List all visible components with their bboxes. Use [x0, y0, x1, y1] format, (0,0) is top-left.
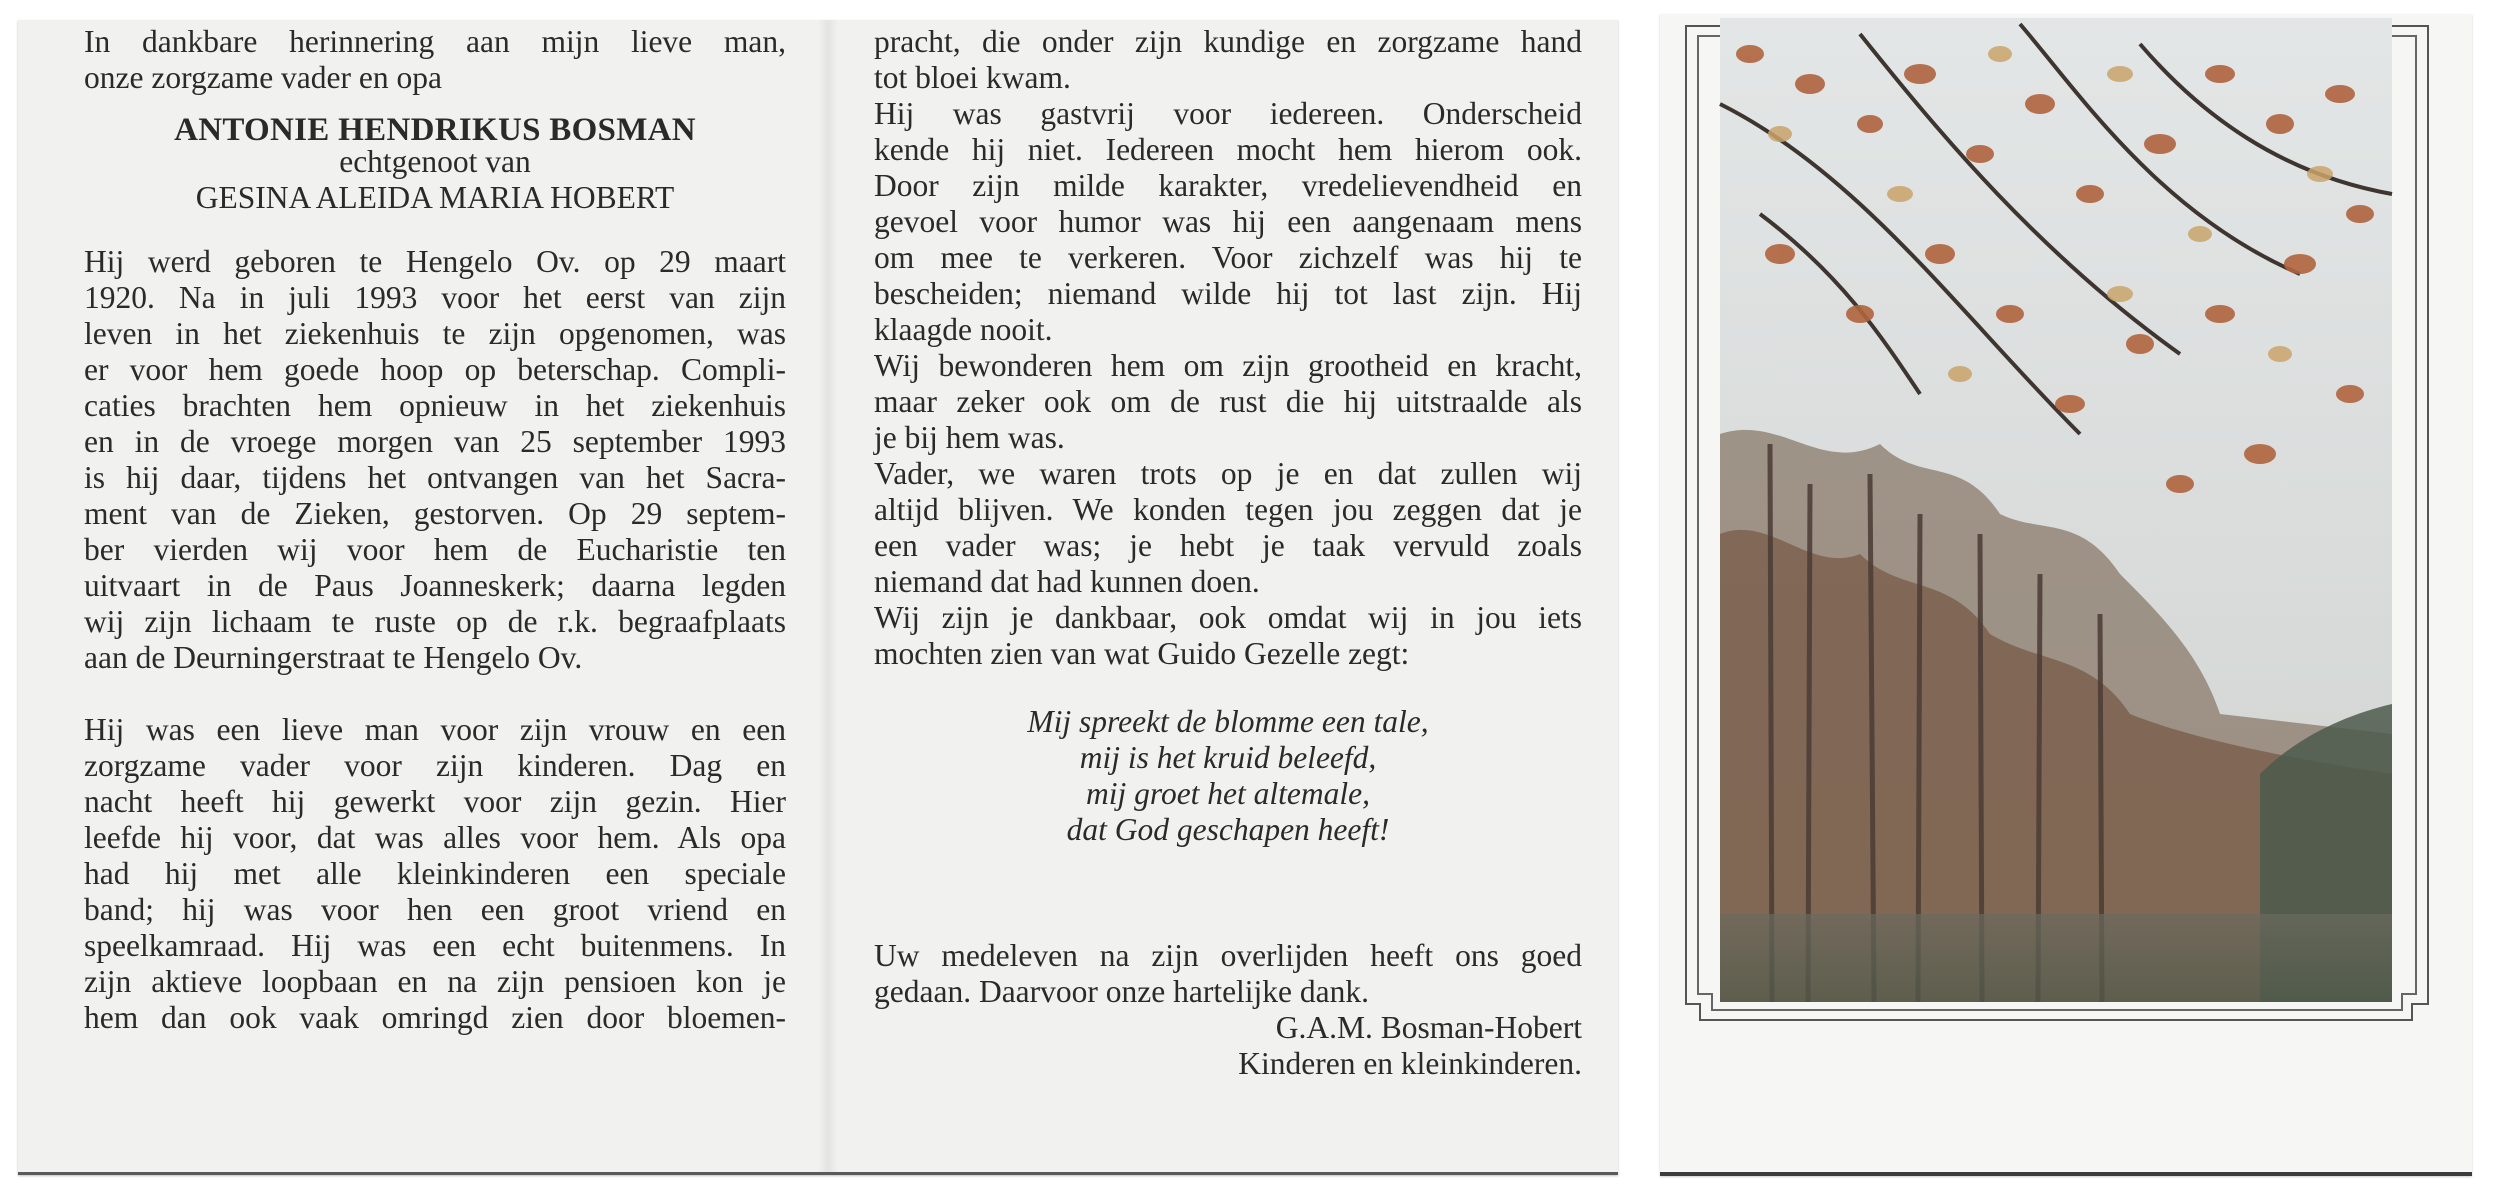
text-line: een vader was; je hebt je taak vervuld zoals	[874, 528, 1582, 563]
text-line: gedaan. Daarvoor onze hartelijke dank.	[874, 974, 1370, 1009]
text-line: altijd blijven. We konden tegen jou zeggen dat je	[874, 492, 1582, 527]
memorial-card-text-pages	[18, 20, 1618, 1175]
text-line: niemand dat had kunnen doen.	[874, 564, 1260, 599]
poem-line: mij is het kruid beleefd,	[1079, 740, 1377, 775]
spouse-name: GESINA ALEIDA MARIA HOBERT	[195, 180, 675, 215]
text-line: band; hij was voor hen een groot vriend en	[84, 892, 786, 927]
text-line: Uw medeleven na zijn overlijden heeft ons goed	[874, 938, 1582, 973]
text-line: hem dan ook vaak omringd zien door bloemen-	[84, 1000, 786, 1035]
text-line: aan de Deurningerstraat te Hengelo Ov.	[84, 640, 583, 675]
text-line: nacht heeft hij gewerkt voor zijn gezin. Hier	[84, 784, 786, 819]
text-line: zorgzame vader voor zijn kinderen. Dag en	[84, 748, 786, 783]
intro-line-2: onze zorgzame vader en opa	[84, 60, 442, 95]
memorial-card-photo-page	[1660, 14, 2472, 1176]
text-line: caties brachten hem opnieuw in het ziekenhuis	[84, 388, 786, 423]
text-line: er voor hem goede hoop op beterschap. Compli-	[84, 352, 786, 387]
left-page	[84, 24, 786, 1036]
text-line: had hij met alle kleinkinderen een speciale	[84, 856, 786, 891]
text-line: Wij zijn je dankbaar, ook omdat wij in jou iets	[874, 600, 1582, 635]
character-paragraph	[84, 712, 786, 1036]
text-line: 1920. Na in juli 1993 voor het eerst van zijn	[84, 280, 786, 315]
text-line: ber vierden wij voor hem de Eucharistie ten	[84, 532, 786, 567]
relation-text: echtgenoot van	[339, 144, 531, 179]
poem-line: mij groet het altemale,	[1085, 776, 1371, 811]
text-line: gevoel voor humor was hij een aangenaam mens	[874, 204, 1582, 239]
right-page	[874, 24, 1582, 1082]
text-line: pracht, die onder zijn kundige en zorgzame hand	[874, 24, 1582, 59]
text-line: zijn aktieve loopbaan en na zijn pensioen kon je	[84, 964, 786, 999]
text-line: je bij hem was.	[874, 420, 1065, 455]
text-line: Hij was gastvrij voor iedereen. Onderscheid	[874, 96, 1582, 131]
text-line: Hij werd geboren te Hengelo Ov. op 29 maart	[84, 244, 786, 279]
card-fold	[818, 20, 838, 1172]
text-line: uitvaart in de Paus Joanneskerk; daarna legden	[84, 568, 786, 603]
text-line: kende hij niet. Iedereen mocht hem hierom ook.	[874, 132, 1582, 167]
intro-line-1: In dankbare herinnering aan mijn lieve man,	[84, 24, 786, 59]
text-line: klaagde nooit.	[874, 312, 1053, 347]
text-line: leefde hij voor, dat was alles voor hem. Als opa	[84, 820, 786, 855]
biography-paragraph	[84, 244, 786, 676]
text-line: tot bloei kwam.	[874, 60, 1071, 95]
signature-name: G.A.M. Bosman-Hobert	[1275, 1010, 1582, 1045]
text-line: wij zijn lichaam te ruste op de r.k. begraafplaats	[84, 604, 786, 639]
text-line: speelkamraad. Hij was een echt buitenmens. In	[84, 928, 786, 963]
text-line: is hij daar, tijdens het ontvangen van het Sacra-	[84, 460, 786, 495]
text-line: mochten zien van wat Guido Gezelle zegt:	[874, 636, 1410, 671]
text-line: ment van de Zieken, gestorven. Op 29 septem-	[84, 496, 786, 531]
poem-line: dat God geschapen heeft!	[1066, 812, 1390, 847]
poem-line: Mij spreekt de blomme een tale,	[1027, 704, 1429, 739]
photo-frame	[1660, 14, 2472, 1172]
poem	[874, 704, 1582, 848]
autumn-trees-photo	[1720, 18, 2392, 1002]
text-line: leven in het ziekenhuis te zijn opgenomen, was	[84, 316, 786, 351]
signature-family: Kinderen en kleinkinderen.	[1238, 1046, 1582, 1081]
thanks-paragraph	[874, 938, 1582, 1010]
text-line: Vader, we waren trots op je en dat zullen wij	[874, 456, 1582, 491]
text-line: Wij bewonderen hem om zijn grootheid en kracht,	[874, 348, 1582, 383]
deceased-name: ANTONIE HENDRIKUS BOSMAN	[174, 112, 696, 148]
tribute-paragraph	[874, 24, 1582, 672]
text-line: Door zijn milde karakter, vredelievendheid en	[874, 168, 1582, 203]
text-line: om mee te verkeren. Voor zichzelf was hij te	[874, 240, 1582, 275]
text-line: bescheiden; niemand wilde hij tot last zijn. Hij	[874, 276, 1582, 311]
text-line: en in de vroege morgen van 25 september 1993	[84, 424, 786, 459]
text-line: Hij was een lieve man voor zijn vrouw en een	[84, 712, 786, 747]
text-line: maar zeker ook om de rust die hij uitstraalde als	[874, 384, 1582, 419]
